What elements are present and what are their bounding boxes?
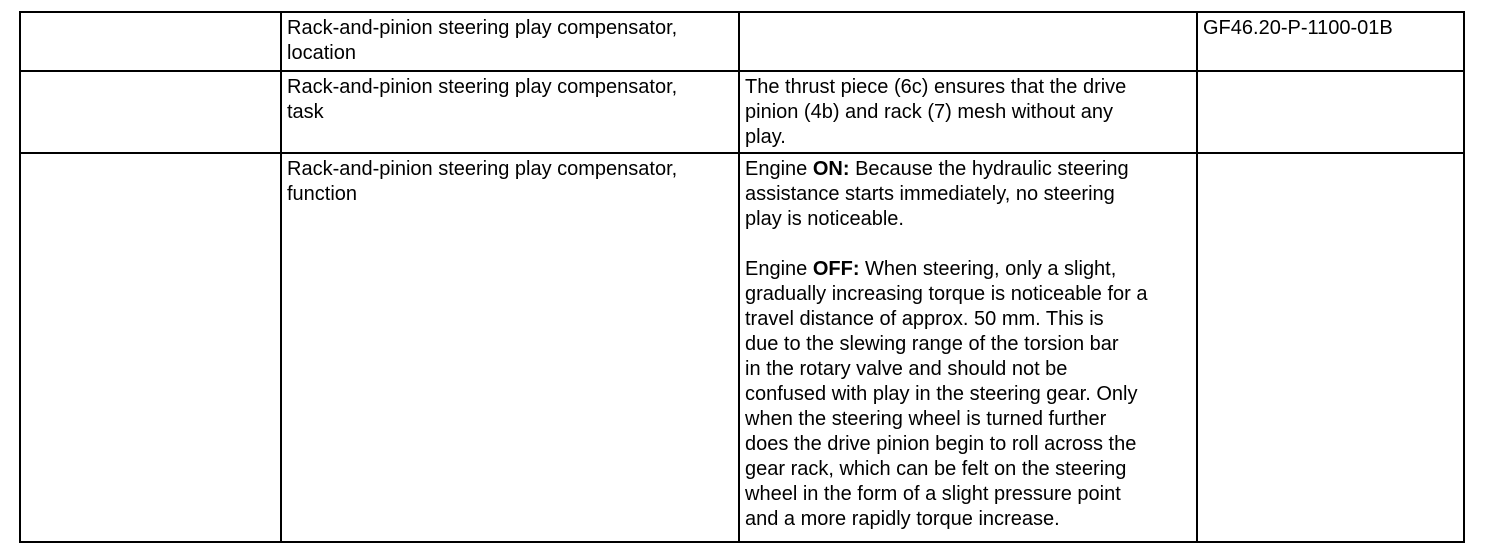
empty-cell	[20, 71, 281, 153]
document-table	[19, 11, 1465, 543]
reference-cell: GF46.20-P-1100-01B	[1197, 12, 1464, 71]
paragraph-gap	[745, 232, 1192, 257]
description-cell	[739, 12, 1197, 71]
reference-cell	[1197, 71, 1464, 153]
engine-on-prefix: Engine	[745, 158, 813, 180]
empty-cell	[20, 153, 281, 542]
table-row	[20, 12, 1464, 71]
topic-cell: Rack-and-pinion steering play compensator, function	[281, 153, 739, 542]
empty-cell	[20, 12, 281, 71]
topic-cell: Rack-and-pinion steering play compensator, task	[281, 71, 739, 153]
table-row	[20, 153, 1464, 542]
topic-cell: Rack-and-pinion steering play compensator, location	[281, 12, 739, 71]
engine-on-paragraph	[745, 157, 1192, 232]
engine-on-keyword: ON:	[812, 158, 850, 180]
table-row	[20, 71, 1464, 153]
engine-off-text: When steering, only a slight, gradually increasing torque is noticeable for a travel distance of approx. 50 mm. This is due to the slewing range of the torsion bar in the rotary valve and should not be confused with play in the steering gear. Only when the steering wheel is turned further does the drive pinion begin to roll across the gear rack, which can be felt on the steering wheel in the form of a slight pressure point and a more rapidly torque increase.	[745, 258, 1148, 530]
description-cell	[739, 153, 1197, 542]
description-cell: The thrust piece (6c) ensures that the drive pinion (4b) and rack (7) mesh without any play.	[739, 71, 1197, 153]
engine-off-prefix: Engine	[745, 258, 813, 280]
engine-off-keyword: OFF:	[812, 258, 860, 280]
engine-on-text: Because the hydraulic steering assistance starts immediately, no steering play is noticeable.	[745, 158, 1129, 230]
engine-off-paragraph	[745, 257, 1192, 532]
reference-cell	[1197, 153, 1464, 542]
